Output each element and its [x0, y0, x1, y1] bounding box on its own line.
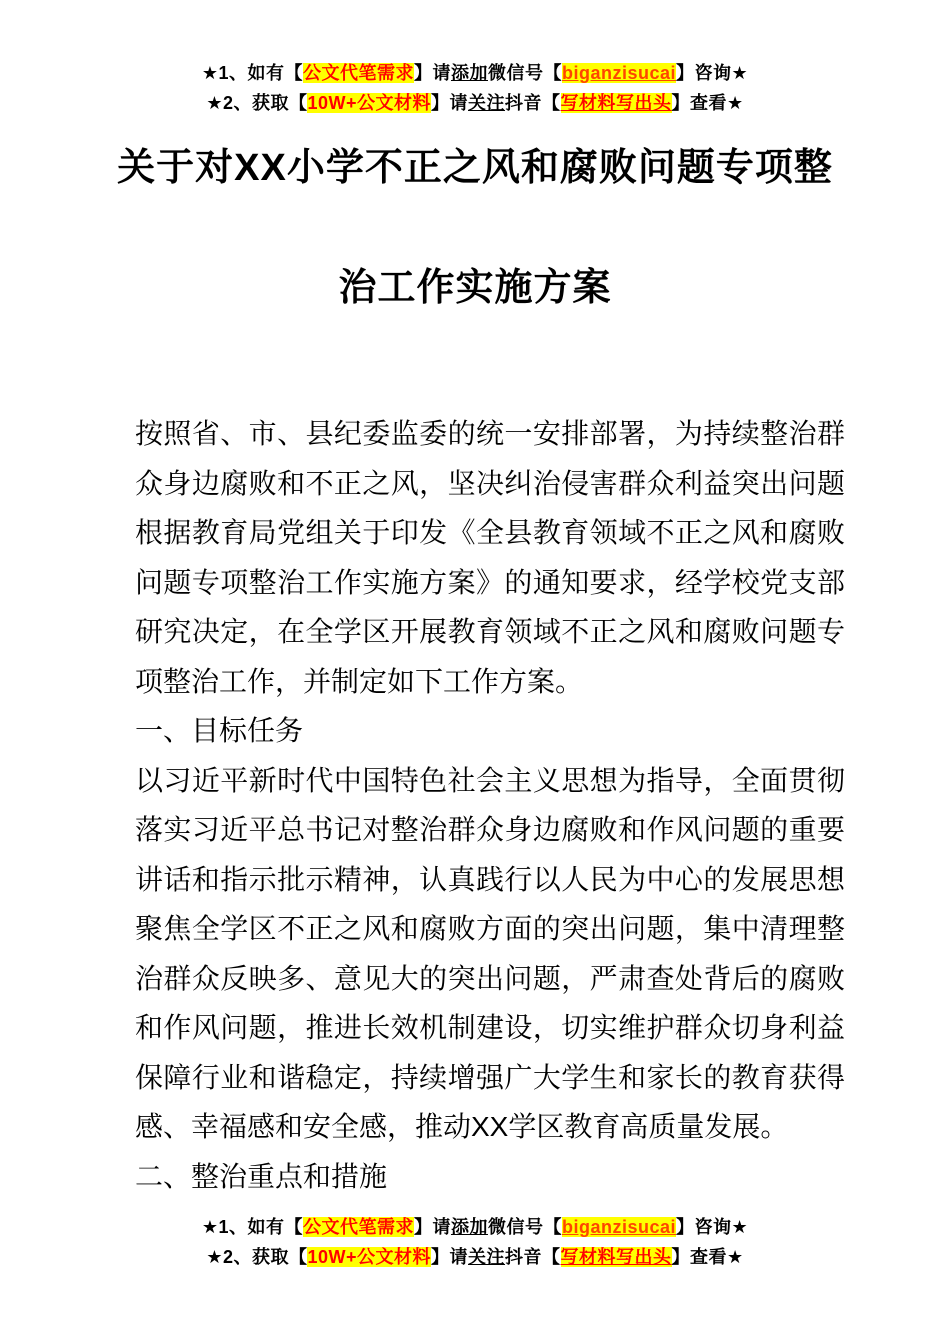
notice-text: ★1、如有【: [201, 1217, 303, 1237]
body-line: 以习近平新时代中国特色社会主义思想为指导，全面贯彻: [135, 764, 845, 796]
document-title: [75, 108, 875, 348]
section-heading-2: 二、整治重点和措施: [135, 1160, 388, 1192]
notice-text: 】请: [431, 93, 469, 113]
body-line: 保障行业和谐稳定，持续增强广大学生和家长的教育获得: [135, 1061, 845, 1093]
body-line: 聚焦全学区不正之风和腐败方面的突出问题，集中清理整: [135, 913, 845, 944]
notice-text: 抖音【: [505, 1247, 561, 1267]
notice-text: 抖音【: [505, 93, 561, 113]
body-line: 按照省、市、县纪委监委的统一安排部署，为持续整治群: [135, 418, 845, 449]
underlined-term: 关注: [468, 1247, 506, 1267]
body-line: 研究决定，在全学区开展教育领域不正之风和腐败问题专: [135, 616, 845, 647]
body-line: 项整治工作，并制定如下工作方案。: [135, 665, 584, 697]
notice-text: 】咨询★: [676, 1217, 749, 1237]
body-line: 问题专项整治工作实施方案》的通知要求，经学校党支部: [135, 566, 845, 598]
notice-text: 】请: [431, 1247, 469, 1267]
notice-text: 微信号【: [487, 1217, 562, 1237]
wechat-id-highlight: biganzisucai: [561, 63, 677, 83]
notice-text: 】请: [413, 63, 451, 83]
highlighted-term: 公文代笔需求: [302, 63, 414, 83]
body-line: 根据教育局党组关于印发《全县教育领域不正之风和腐败: [135, 517, 845, 548]
body-line: 众身边腐败和不正之风，坚决纠治侵害群众利益突出问题: [135, 467, 845, 499]
promo-notice-line-1: [0, 58, 950, 88]
body-line: 落实习近平总书记对整治群众身边腐败和作风问题的重要: [135, 814, 845, 845]
body-line: 和作风问题，推进长效机制建设，切实维护群众切身利益: [135, 1012, 845, 1043]
document-title-line-2: 治工作实施方案: [338, 267, 612, 309]
underlined-term: 添加: [450, 63, 488, 83]
section-heading-1: 一、目标任务: [135, 715, 304, 746]
highlighted-term: 10W+公文材料: [307, 1247, 432, 1267]
notice-text: 】查看★: [671, 93, 744, 113]
notice-text: 】请: [413, 1217, 451, 1237]
notice-text: ★2、获取【: [206, 93, 308, 113]
notice-text: ★2、获取【: [206, 1247, 308, 1267]
body-line: 讲话和指示批示精神，认真践行以人民为中心的发展思想: [135, 863, 845, 895]
highlighted-term: 10W+公文材料: [307, 93, 432, 113]
body-line: 治群众反映多、意见大的突出问题，严肃查处背后的腐败: [135, 962, 845, 994]
highlighted-term: 公文代笔需求: [302, 1217, 414, 1237]
underlined-term: 关注: [468, 93, 506, 113]
body-line: 感、幸福感和安全感，推动XX学区教育高质量发展。: [135, 1111, 789, 1142]
wechat-id-highlight: biganzisucai: [561, 1217, 677, 1237]
notice-text: 】查看★: [671, 1247, 744, 1267]
notice-text: ★1、如有【: [201, 63, 303, 83]
promo-notice-footer: [0, 1212, 950, 1272]
notice-text: 】咨询★: [676, 63, 749, 83]
document-body: [135, 409, 845, 1201]
douyin-id-highlight: 写材料写出头: [560, 93, 672, 113]
promo-notice-line-1: [0, 1212, 950, 1242]
notice-text: 微信号【: [487, 63, 562, 83]
douyin-id-highlight: 写材料写出头: [560, 1247, 672, 1267]
document-title-line-1: 关于对XX小学不正之风和腐败问题专项整: [117, 147, 833, 189]
promo-notice-line-2: [0, 1242, 950, 1272]
underlined-term: 添加: [450, 1217, 488, 1237]
